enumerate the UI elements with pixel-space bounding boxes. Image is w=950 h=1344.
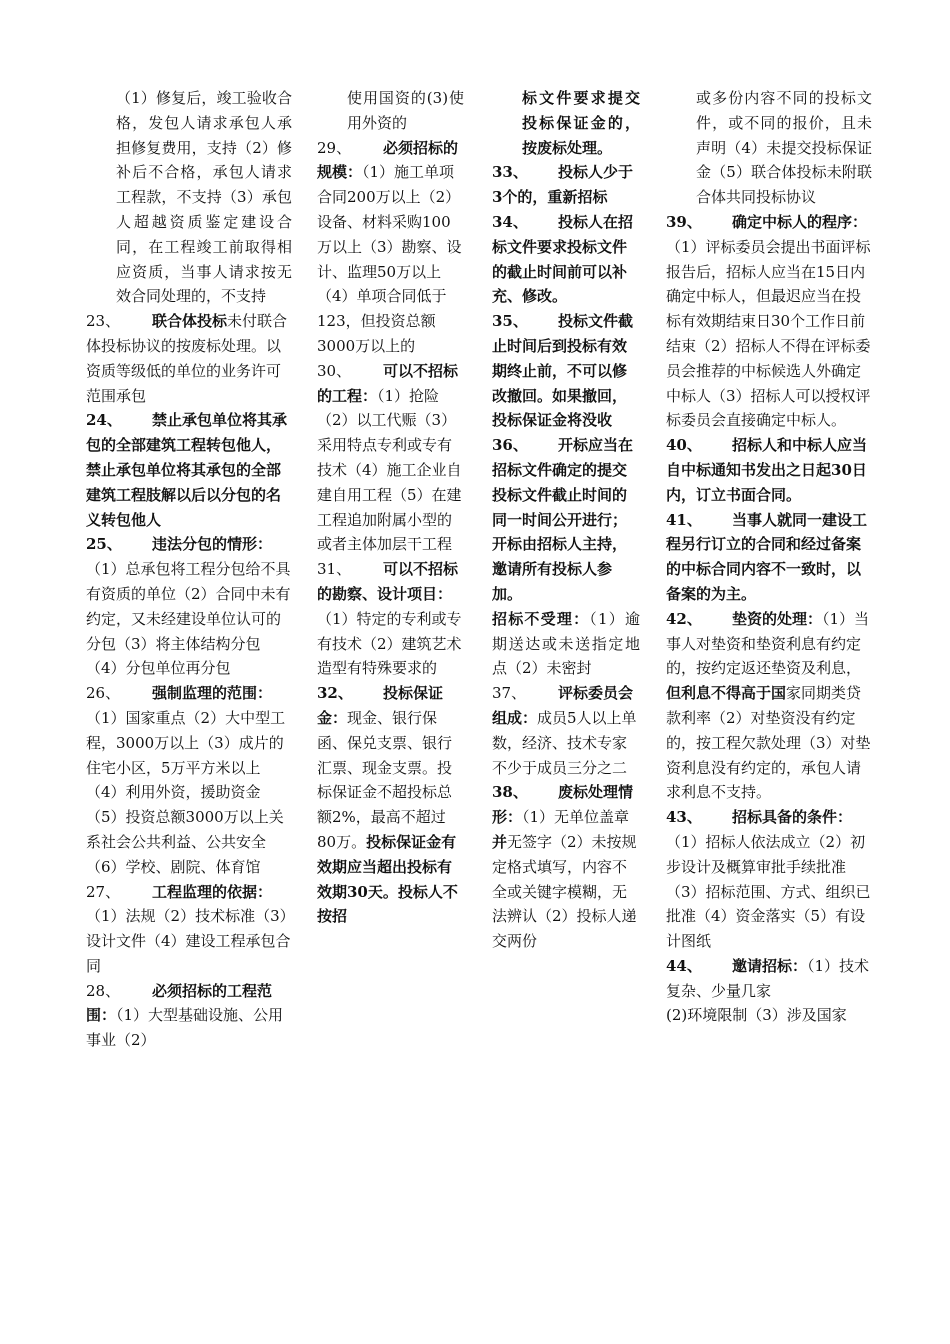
item-heading: 必须招标的工程范围：: [86, 981, 273, 1025]
item-body: （1）总承包将工程分包给不具有资质的单位（2）合同中未有约定，又未经建设单位认可的分包（3）将主体结构分包（4）分包单位再分包: [86, 560, 291, 678]
item-bold-word: 并: [492, 832, 508, 851]
refuse-body: （1）逾期送达或未送指定地点（2）未密封: [492, 609, 640, 678]
item-34: [492, 210, 640, 309]
column-2: [317, 86, 464, 929]
column-1: [86, 86, 292, 1053]
item-number: 37、: [492, 684, 527, 703]
item-heading: 垫资的处理：: [732, 609, 823, 628]
item-number: 39、: [666, 212, 702, 231]
item-number: 43、: [666, 808, 702, 827]
item-body: （1）招标人依法成立（2）初步设计及概算审批手续批准（3）招标范围、方式、组织已批准（4）资金落实（5）有设计图纸: [666, 832, 871, 951]
item-heading: 当事人就同一建设工程另行订立的合同和经过备案的中标合同内容不一致时，以备案的为主。: [666, 510, 868, 603]
item-35: [492, 309, 640, 433]
item-30: [317, 359, 464, 557]
item-body: 成员5人以上单数，经济、技术专家不少于成员三分之二: [492, 708, 637, 777]
item-number: 23、: [86, 312, 121, 331]
item-24: [86, 408, 292, 532]
item-29: [317, 136, 464, 359]
item-heading: 开标应当在招标文件确定的提交投标文件截止时间的同一时间公开进行；开标由招标人主持，邀请所有投标人参加。: [492, 436, 634, 603]
item-heading: 必须招标的规模：: [317, 138, 459, 182]
item-number: 31、: [317, 560, 352, 579]
item-33: [492, 160, 640, 210]
item-body: （1）特定的专利或专有技术（2）建筑艺术造型有特殊要求的: [317, 609, 462, 678]
item-number: 35、: [492, 312, 528, 331]
item-body: 现金、银行保函、保兑支票、银行汇票、现金支票。投标保证金不超投标总额2%，最高不超过80万。: [317, 708, 453, 851]
item-37: [492, 681, 640, 780]
item-heading: 投标人在招标文件要求投标文件的截止时间前可以补充、修改。: [492, 212, 634, 306]
item-38: [492, 780, 640, 954]
item-32: [317, 681, 464, 929]
item-number: 44、: [666, 956, 702, 975]
item-number: 36、: [492, 436, 528, 455]
item-body: 未付联合体投标协议的按废标处理。以资质等级低的单位的业务许可范围承包: [86, 312, 288, 405]
item-number: 25、: [86, 535, 122, 554]
item-number: 28、: [86, 981, 121, 1000]
item-body: （1）大型基础设施、公用事业（2）: [86, 1006, 284, 1050]
item-heading: 投标文件截止时间后到投标有效期终止前，不可以修改撤回。如果撤回，投标保证金将没收: [492, 312, 634, 430]
item-heading: 废标处理情形：: [492, 783, 634, 827]
item-heading: 禁止承包单位将其承包的全部建筑工程转包他人，禁止承包单位将其承包的全部建筑工程肢解以后以分包的名义转包他人: [86, 411, 288, 529]
item-38-continuation: 或多份内容不同的投标文件，或不同的报价，且未声明（4）未提交投标保证金（5）联合体投标未附联合体共同投标协议: [696, 89, 872, 207]
item-number: 30、: [317, 361, 352, 380]
item-body: （1）评标委员会提出书面评标报告后，招标人应当在15日内确定中标人，但最迟应当在投标有效期结束日30个工作日前结束（2）招标人不得在评标委员会推荐的中标候选人外确定中标人（3）招标人可以授权评标委员会直接确定中标人。: [666, 237, 871, 430]
item-44-tail: (2)环境限制（3）涉及国家: [666, 1006, 847, 1025]
item-number: 42、: [666, 609, 702, 628]
column-3: [492, 86, 640, 954]
item-heading: 联合体投标: [152, 312, 228, 331]
item-39: [666, 210, 872, 433]
item-28: [86, 979, 292, 1053]
item-44: [666, 954, 872, 1004]
item-43: [666, 805, 872, 954]
item-body: （1）技术复杂、少量几家: [666, 956, 870, 1000]
item-heading: 工程监理的依据：: [152, 882, 273, 901]
item-28-continuation: 使用国资的(3)使用外资的: [347, 89, 464, 132]
item-heading: 邀请招标：: [732, 956, 808, 975]
item-42: [666, 607, 872, 805]
item-number: 24、: [86, 411, 122, 430]
item-number: 40、: [666, 436, 702, 455]
item-heading: 招标具备的条件：: [732, 808, 853, 827]
refuse-section: [492, 607, 640, 681]
item-heading: 可以不招标的工程：: [317, 361, 459, 405]
item-heading: 强制监理的范围：: [152, 684, 273, 703]
item-number: 34、: [492, 212, 528, 231]
item-number: 27、: [86, 882, 121, 901]
item-body: （1）法规（2）技术标准（3）设计文件（4）建设工程承包合同: [86, 907, 291, 975]
item-number: 26、: [86, 684, 121, 703]
item-heading: 投标人少于3个的，重新招标: [492, 163, 634, 207]
item-heading: 违法分包的情形：: [152, 535, 273, 554]
item-body: （1）抢险（2）以工代赈（3）采用特点专利或专有技术（4）施工企业自建自用工程（5）在建工程追加附属小型的或者主体加层干工程: [317, 386, 462, 554]
item-heading: 评标委员会组成：: [492, 684, 634, 727]
item-number: 33、: [492, 163, 528, 182]
item-heading: 确定中标人的程序：: [732, 212, 868, 231]
item-32-continuation: 标文件要求提交投标保证金的，按废标处理。: [522, 89, 640, 157]
item-25: [86, 532, 292, 681]
item-22-continuation: （1）修复后，竣工验收合格，发包人请求承包人承担修复费用，支持（2）修补后不合格，承包人请求工程款，不支持（3）承包人超越资质鉴定建设合同，在工程竣工前取得相应资质，当事人请求按无效合同处理的，不支持: [116, 89, 292, 306]
item-31: [317, 557, 464, 681]
item-bold-phrase: 但利息不得高于国: [666, 684, 787, 703]
item-26: [86, 681, 292, 879]
column-4: [666, 86, 872, 1028]
item-body: （1）国家重点（2）大中型工程，3000万以上（3）成片的住宅小区，5万平方米以上（4）利用外资，援助资金（5）投资总额3000万以上关系社会公共利益、公共安全（6）学校、剧院、体育馆: [86, 708, 286, 876]
item-body: （1）无单位盖章: [522, 808, 630, 827]
item-number: 29、: [317, 138, 352, 157]
item-body-continued: 无签字（2）未按规定格式填写，内容不全或关键字模糊，无法辨认（2）投标人递交两份: [492, 832, 637, 951]
item-body: （1）施工单项合同200万以上（2）设备、材料采购100万以上（3）勘察、设计、监理50万以上（4）单项合同低于123，但投资总额3000万以上的: [317, 163, 462, 355]
item-body-continued: 家同期类贷款利率（2）对垫资没有约定的，按工程欠款处理（3）对垫资利息没有约定的，承包人请求利息不支持。: [666, 684, 871, 802]
item-number: 32、: [317, 684, 353, 703]
item-23: [86, 309, 292, 408]
item-body: （1）当事人对垫资和垫资利息有约定的，按约定返还垫资及利息，: [666, 609, 870, 678]
item-27: [86, 880, 292, 979]
item-40: [666, 433, 872, 507]
item-heading: 可以不招标的勘察、设计项目：: [317, 560, 459, 603]
item-heading: 投标保证金：: [317, 684, 444, 727]
item-bold-tail: 投标保证金有效期应当超出投标有效期30天。投标人不按招: [317, 832, 458, 926]
item-number: 41、: [666, 510, 702, 529]
item-heading: 招标人和中标人应当自中标通知书发出之日起30日内，订立书面合同。: [666, 436, 868, 504]
item-36: [492, 433, 640, 607]
item-41: [666, 508, 872, 607]
item-number: 38、: [492, 783, 528, 802]
refuse-heading: 招标不受理：: [492, 609, 590, 628]
